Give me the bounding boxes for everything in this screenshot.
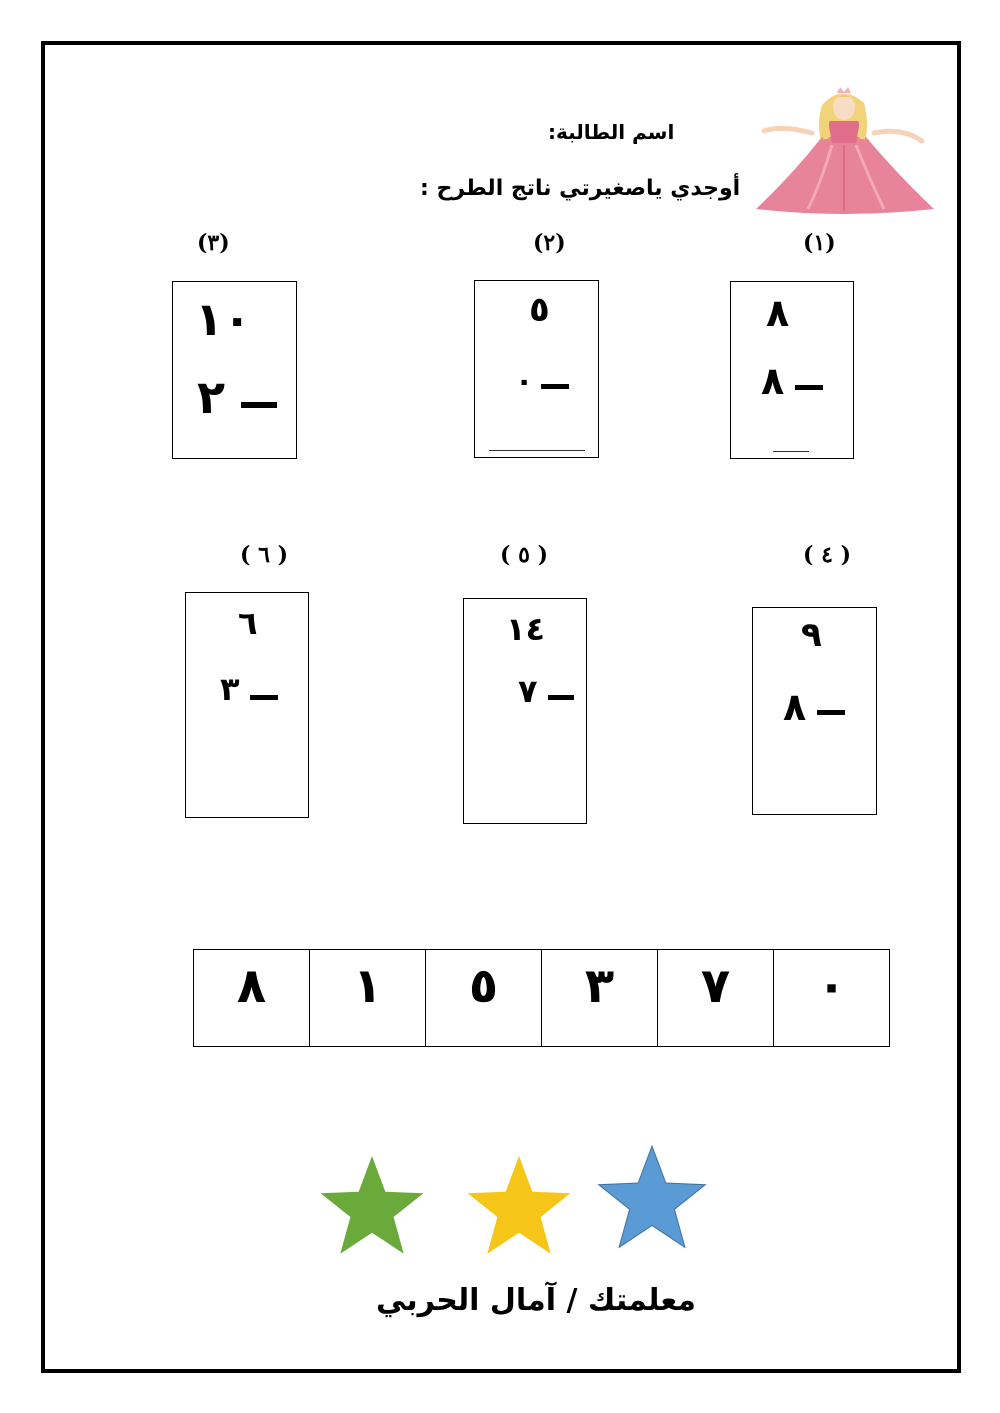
instruction-text: أوجدي ياصغيرتي ناتج الطرح : xyxy=(420,176,741,201)
yellow-star-icon xyxy=(468,1156,571,1254)
answer-bank-cell[interactable]: ١ xyxy=(310,950,426,1046)
green-star-icon xyxy=(321,1156,424,1254)
answer-bank-cell[interactable]: ٨ xyxy=(194,950,310,1046)
problem-3-top: ١٠ xyxy=(195,292,252,346)
answer-bank-cell[interactable]: ٠ xyxy=(816,958,847,1014)
question-label-3: (٣) xyxy=(197,230,230,256)
answer-bank-cell[interactable]: ٣ xyxy=(542,950,658,1046)
problem-5-top: ١٤ xyxy=(506,610,546,648)
question-label-5: ( ٥ ) xyxy=(500,542,548,568)
problem-2-bottom: ٠ xyxy=(515,364,534,399)
teacher-signature: معلمتك / آمال الحربي xyxy=(376,1283,696,1318)
problem-4-bottom: ٨ xyxy=(783,685,807,729)
problem-3-bottom: ٢ xyxy=(197,370,226,424)
question-label-6: ( ٦ ) xyxy=(240,542,288,568)
problem-5-bottom: ٧ xyxy=(518,672,538,710)
problem-2-top: ٥ xyxy=(529,290,550,330)
problem-1-bottom: ٨ xyxy=(761,359,785,403)
answer-bank-cell[interactable]: ٧ xyxy=(658,950,774,1046)
problem-1-top: ٨ xyxy=(766,291,790,335)
student-name-label: اسم الطالبة: xyxy=(548,120,675,144)
problem-6-bottom: ٣ xyxy=(220,670,240,708)
question-label-1: (١) xyxy=(803,230,836,256)
question-label-4: ( ٤ ) xyxy=(803,542,851,568)
question-label-2: (٢) xyxy=(533,230,566,256)
blue-star-icon xyxy=(599,1146,706,1247)
answer-bank-cell[interactable]: ٥ xyxy=(426,950,542,1046)
problem-4-top: ٩ xyxy=(801,615,822,655)
problem-6-top: ٦ xyxy=(238,604,258,642)
